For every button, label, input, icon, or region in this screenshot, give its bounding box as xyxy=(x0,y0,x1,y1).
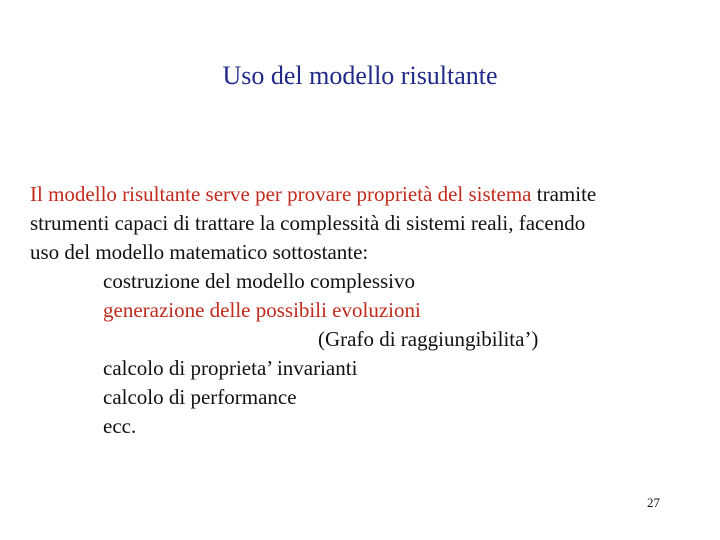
word: capaci xyxy=(114,211,169,235)
word: reali, xyxy=(470,211,514,235)
body-text xyxy=(30,180,690,441)
highlighted-sentence: Il modello risultante serve per provare proprietà del sistema xyxy=(30,182,532,206)
paragraph-line-1-rest: tramite xyxy=(536,182,597,206)
word: trattare xyxy=(195,211,255,235)
list-item-construction: costruzione del modello complessivo xyxy=(103,269,416,293)
word: la xyxy=(259,211,275,235)
slide-title: Uso del modello risultante xyxy=(222,61,498,90)
word: di xyxy=(384,211,401,235)
word: strumenti xyxy=(30,211,110,235)
list-item-performance: calcolo di performance xyxy=(103,385,297,409)
word: di xyxy=(173,211,190,235)
paragraph-line-1 xyxy=(30,180,690,209)
paragraph-line-3: uso del modello matematico sottostante: xyxy=(30,240,369,264)
word: sistemi xyxy=(406,211,466,235)
word: facendo xyxy=(518,211,586,235)
list-item-generation: generazione delle possibili evoluzioni xyxy=(103,298,421,322)
word: complessità xyxy=(280,211,380,235)
list-item-etc: ecc. xyxy=(103,414,137,438)
list-item-invariants: calcolo di proprieta’ invarianti xyxy=(103,356,358,380)
page-number: 27 xyxy=(647,495,660,510)
list-item-generation-note: (Grafo di raggiungibilita’) xyxy=(318,327,539,351)
paragraph-line-2 xyxy=(30,209,690,238)
